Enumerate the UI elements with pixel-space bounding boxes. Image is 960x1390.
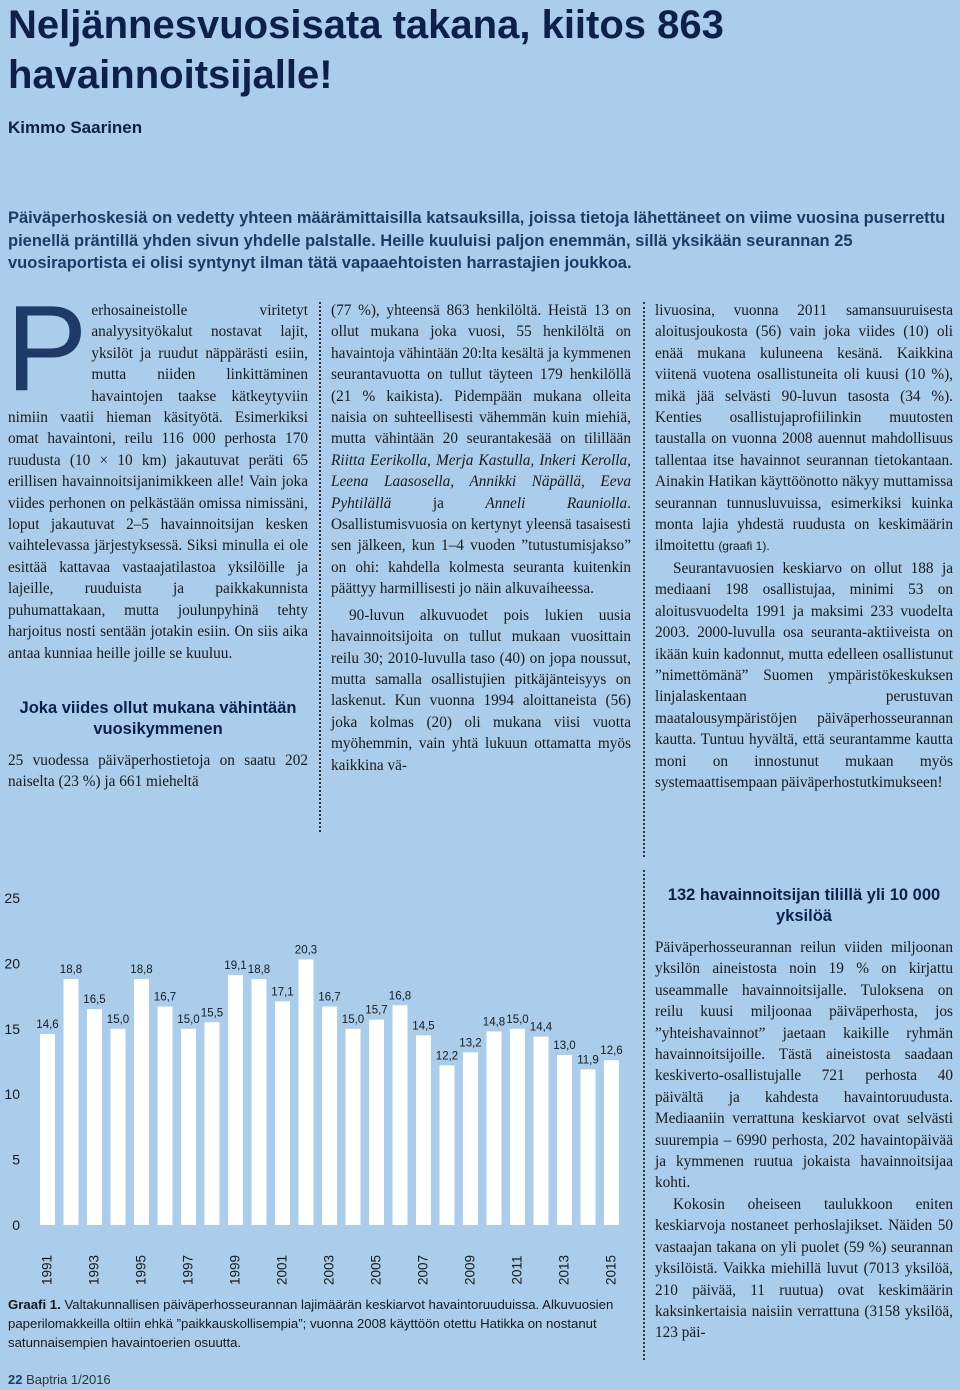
bar (228, 975, 243, 1225)
x-tick-label: 2013 (556, 1254, 572, 1286)
subheading: Joka viides ollut mukana vähintään vuosikymmenen (19, 698, 297, 738)
publication-name: Baptria 1/2016 (26, 1372, 111, 1387)
column-1 (6, 280, 308, 793)
data-label: 19,1 (224, 960, 247, 973)
article-title: Neljännesvuosisata takana, kiitos 863 havainnoitsijalle! (8, 3, 724, 97)
paragraph-text: (77 %), yhteensä 863 henkilöltä. Heistä 13 on ollut mukana joka vuosi, 55 henkilöltä on havaintoja vähintään 20:lta kesältä ja kymmenen seurantavuotta on tullut täyteen 179 henkilöllä (21 % kaikista). Pidempään mukana olleita naisia on suhteellisesti vähemmän kuin miehiä, mutta vähintään 20 seurantakesää on tilillään (331, 302, 631, 448)
paragraph-text: erhosaineistolle viritetyt analyysityökalut nostavat lajit, yksilöt ja ruudut näppärästi esiin, mutta niiden linkittäminen havaintojen taakse kätkeytyviin nimiin vaatii hieman käsityötä. Esimerkiksi omat havaintoni, reilu 116 000 perhosta 170 ruudusta (10 × 10 km) jakautuvat peräti 65 erillisen havainnoitsijanimikkeen alle! Vain joka viides perhonen on pelkästään omissa nimissäni, loput jakautuvat 2–5 havainnoitsijan kesken vaihtelevassa järjestyksessä. Siksi minulla ei ole esittää kattavaa vastaajatilastoa yksilöille ja lajeille, ruuduista ja paikkakunnista puhumattakaan, mutta joulunpyhinä tehty harjoitus nosti sentään jotakin esiin. On siis aika antaa kunniaa heille joille se kuuluu. (8, 302, 308, 662)
page-number: 22 (8, 1372, 23, 1387)
data-label: 16,7 (153, 991, 177, 1004)
data-label: 15,0 (106, 1013, 130, 1026)
bar (322, 1007, 337, 1225)
x-tick-label: 2015 (603, 1254, 619, 1286)
data-label: 18,8 (59, 964, 83, 977)
x-axis (40, 1255, 619, 1285)
bar (158, 1007, 173, 1225)
x-tick-label: 2011 (509, 1255, 525, 1285)
data-label: 11,9 (577, 1054, 599, 1067)
data-label: 14,4 (529, 1021, 553, 1034)
y-tick-label: 5 (12, 1151, 20, 1168)
article-lead: Päiväperhoskesiä on vedetty yhteen määrämittaisilla katsauksilla, joissa tietoja lähettäneet on viime vuosina puserrettu pienellä präntillä yhden sivun yhdelle palstalle. Heille kuuluisi paljon enemmän, sillä yksikään seurannan 25 vuosiraportista ei olisi syntynyt ilman tätä vapaaehtoisten harrastajien joukkoa. (8, 209, 946, 272)
bar (346, 1029, 361, 1225)
x-tick-label: 1997 (180, 1254, 196, 1286)
column-2 (331, 300, 631, 776)
bar (64, 979, 79, 1225)
paragraph (655, 300, 953, 558)
x-tick-label: 1999 (227, 1254, 243, 1286)
data-label: 18,8 (130, 964, 153, 977)
bar (487, 1031, 502, 1225)
bar (557, 1055, 572, 1225)
data-label: 13,0 (553, 1039, 576, 1052)
graph-caption (8, 1295, 638, 1352)
bar (393, 1005, 408, 1225)
bar (181, 1029, 196, 1225)
bar (111, 1029, 126, 1225)
subheading: 132 havainnoitsijan tilillä yli 10 000 yksilöä (667, 886, 941, 925)
x-tick-label: 1991 (39, 1254, 55, 1286)
bar (463, 1052, 478, 1225)
bar (275, 1001, 290, 1225)
data-label: 16,8 (388, 990, 412, 1003)
graph-reference: (graafi 1). (718, 539, 770, 554)
y-tick-label: 10 (4, 1086, 20, 1103)
x-tick-label: 2001 (274, 1254, 290, 1286)
x-tick-label: 1993 (86, 1254, 102, 1286)
y-tick-label: 20 (4, 955, 20, 972)
column-separator (643, 302, 645, 857)
paragraph (6, 280, 308, 664)
data-label: 16,5 (83, 994, 106, 1007)
column-separator (643, 870, 645, 1360)
x-tick-label: 2005 (368, 1254, 384, 1286)
bar-chart (0, 870, 640, 1300)
bar (440, 1065, 455, 1225)
x-tick-label: 2007 (415, 1254, 431, 1286)
paragraph: 90-luvun alkuvuodet pois lukien uusia havainnoitsijoita on tullut mukaan vuosittain reilu 30; 2010-luvulla taso (40) on jopa noussut, mutta samalla osallistujien pitkäjänteisyys on laskenut. Kun vuonna 1994 aloittaneista (56) joka kolmas (20) oli mukana viisi vuotta myöhemmin, vain yhtä lukuun ottamatta myös kaikkina vä- (331, 606, 631, 774)
column-3 (655, 300, 953, 793)
column-3-lower (655, 885, 953, 1344)
bar-series (36, 944, 622, 1225)
data-label: 15,5 (200, 1007, 224, 1020)
bar (40, 1034, 55, 1225)
data-label: 16,7 (318, 991, 341, 1004)
bar (205, 1022, 220, 1225)
x-tick-label: 2009 (462, 1254, 478, 1286)
data-label: 15,0 (177, 1013, 200, 1026)
data-label: 18,8 (247, 964, 271, 977)
data-label: 12,2 (435, 1050, 459, 1063)
data-label: 14,6 (36, 1019, 59, 1032)
bar (87, 1009, 102, 1225)
data-label: 14,5 (412, 1020, 435, 1033)
y-tick-label: 0 (12, 1217, 20, 1233)
y-tick-label: 15 (4, 1020, 20, 1037)
data-label: 15,0 (506, 1013, 529, 1026)
bar (604, 1060, 619, 1225)
drop-cap: P (6, 280, 88, 416)
x-tick-label: 1995 (133, 1254, 149, 1286)
bar (534, 1037, 549, 1225)
data-label: 12,6 (600, 1045, 623, 1058)
paragraph: Kokosin oheiseen taulukkoon eniten keskiarvoja nostaneet perhoslajikset. Näiden 50 vastaajan takana on yli puolet (59 %) seurannan yksilöistä. Vaikka miehillä luvut (7013 yksilöä, 210 päivää, 11 ruutua) ovat keskimäärin kaksinkertaisia naisiin verrattuna (3158 yksilöä, 123 päi- (655, 1195, 953, 1342)
bar (299, 959, 314, 1225)
paragraph: Päiväperhosseurannan reilun viiden miljoonan yksilön aineistosta noin 19 % on kirjattu useammalle havainnoitsijalle. Tuloksena on reilu kuusi miljoonaa päiväperhosta, jos ”yhteishavainnot” jaetaan kaikille ryhmän havainnoitsijoille. Tästä aineistosta saadaan keskiverto-osallistujalle 721 perhosta 40 päivältä ja kahdesta havaintoruudusta. Mediaaniin verrattuna keskiarvot ovat selvästi suurempia – 6990 perhosta, 202 havaintopäivää ja kymmenen ruutua jokaista havainnoitsijaa kohti. (655, 939, 953, 1192)
names-italic: Riitta Eerikolla, Merja Kastulla, Inkeri Kerolla, Leena Laasosella, Annikki Näpällä, Eeva Pyhtilällä (331, 451, 631, 512)
y-tick-label: 25 (4, 890, 20, 906)
bar (510, 1029, 525, 1225)
names-italic: Anneli Rauniolla (485, 494, 628, 512)
x-tick-label: 2003 (321, 1254, 337, 1286)
bar (416, 1035, 431, 1225)
bar (369, 1020, 384, 1225)
y-axis (4, 890, 20, 1233)
caption-text: Valtakunnallisen päiväperhosseurannan lajimäärän keskiarvot havaintoruuduissa. Alkuvuosien paperilomakkeilla oltiin ehkä ”paikkauskollisempia”; vuonna 2008 käyttöön otettu Hatikka on nostanut satunnaisempien havaintoerien osuutta. (8, 1297, 614, 1350)
paragraph (331, 300, 631, 600)
data-label: 14,8 (482, 1016, 506, 1029)
data-label: 15,0 (341, 1013, 365, 1026)
bar (252, 979, 267, 1225)
data-label: 17,1 (271, 986, 294, 999)
column-separator (319, 302, 321, 832)
paragraph: Seurantavuosien keskiarvo on ollut 188 ja mediaani 198 osallistujaa, minimi 53 on aloitusvuodelta 1991 ja maksimi 233 vuodelta 2003. 2000-luvulla osa seuranta-aktiiveista on ikään kuin kadonnut, mutta edelleen osallistunut ”nimettömänä” Suomen ympäristökeskuksen linjalaskentaan perustuvan maatalousympäristöjen päiväperhosseurannan kautta. Tuntuu hyvältä, että seurantamme kautta moni on innostunut mukaan myös systemaattisempaan päiväperhostutkimukseen! (655, 559, 953, 791)
caption-label: Graafi 1. (8, 1297, 61, 1312)
page-footer (8, 1372, 111, 1387)
paragraph-text: . Osallistumisvuosia on kertynyt yleensä tasaisesti sen jälkeen, kun 1–4 vuoden ”tutustumisjakso” on ohi: kahdella kolmesta seuranta kuitenkin päättyy harmillisesti jo näin alkuvaiheessa. (331, 494, 631, 598)
data-label: 20,3 (294, 944, 318, 957)
data-label: 15,7 (365, 1004, 388, 1017)
author-name: Kimmo Saarinen (8, 118, 143, 137)
paragraph-text: ja (391, 494, 486, 512)
paragraph-text: livuosina, vuonna 2011 samansuuruisesta aloitusjoukosta (56) vain joka viides (10) oli enää mukana kuluneena kesänä. Kaikkina viitenä vuotena osallistuneita oli kuusi (10 %), mikä jää selvästi 90-luvun tasosta (34 %). Kenties osallistujaprofiilinkin muutosten taustalla on vuonna 2008 auennut mahdollisuus tallentaa itse havainnot seurannan tietokantaan. Ainakin Hatikan käyttöönotto näkyy muttamissa seurannan tunnusluvuissa, esimerkiksi kuinka monta lajia yhdestä ruudusta on keskimäärin ilmoitettu (655, 302, 953, 555)
bar (134, 979, 149, 1225)
paragraph: 25 vuodessa päiväperhostietoja on saatu 202 naiselta (23 %) ja 661 mieheltä (8, 751, 308, 791)
bar (581, 1069, 596, 1225)
data-label: 13,2 (459, 1037, 482, 1050)
